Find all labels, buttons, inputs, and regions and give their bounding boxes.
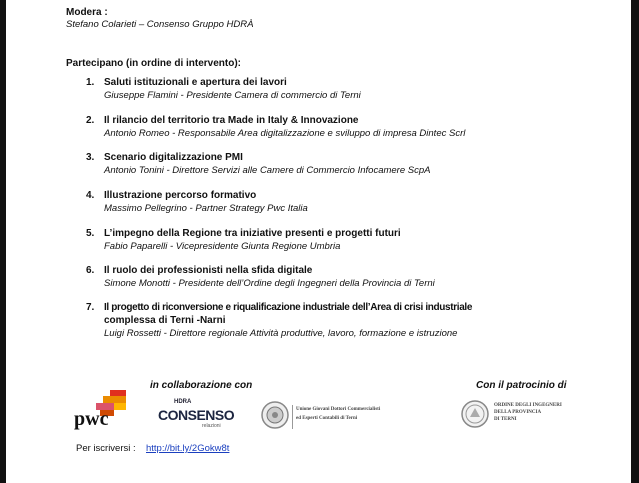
item-number: 5.	[86, 228, 95, 239]
document-page	[6, 0, 631, 483]
item-speaker: Antonio Tonini - Direttore Servizi alle Camere di Commercio Infocamere ScpA	[104, 165, 431, 176]
item-number: 3.	[86, 152, 95, 163]
item-speaker: Simone Monotti - Presidente dell’Ordine degli Ingegneri della Provincia di Terni	[104, 278, 435, 289]
item-title-continued: complessa di Terni -Narni	[104, 315, 226, 326]
item-title: Saluti istituzionali e apertura dei lavori	[104, 77, 287, 88]
ugdc-line1: Unione Giovani Dottori Commercialisti	[296, 407, 381, 412]
ugdc-line2: ed Esperti Contabili di Terni	[296, 416, 358, 421]
ugdc-logo	[258, 399, 398, 433]
ugdc-emblem-icon	[260, 400, 290, 430]
item-speaker: Massimo Pellegrino - Partner Strategy Pwc Italia	[104, 203, 308, 214]
signup-link[interactable]: http://bit.ly/2Gokw8t	[146, 443, 230, 454]
item-title: L’impegno della Regione tra iniziative presenti e progetti futuri	[104, 228, 401, 239]
signup-label: Per iscriversi :	[76, 443, 136, 454]
ingegneri-line1: ORDINE DEGLI INGEGNERI	[494, 403, 562, 408]
consenso-sub-text: relazioni	[202, 423, 221, 429]
consenso-main-text: CONSENSO	[158, 407, 235, 423]
item-speaker: Luigi Rossetti - Direttore regionale Attività produttive, lavoro, formazione e istruzione	[104, 328, 458, 339]
ingegneri-logo	[458, 398, 578, 432]
item-number: 6.	[86, 265, 95, 276]
right-border	[631, 0, 639, 483]
item-title: Il rilancio del territorio tra Made in Italy & Innovazione	[104, 115, 359, 126]
item-title: Scenario digitalizzazione PMI	[104, 152, 243, 163]
item-speaker: Giuseppe Flamini - Presidente Camera di commercio di Terni	[104, 90, 361, 101]
ingegneri-emblem-icon	[460, 399, 490, 429]
item-title: Il ruolo dei professionisti nella sfida digitale	[104, 265, 313, 276]
patronage-label: Con il patrocinio di	[476, 380, 567, 391]
ingegneri-line2: DELLA PROVINCIA	[494, 410, 542, 415]
moderator-name: Stefano Colarieti – Consenso Gruppo HDRÀ	[66, 19, 254, 30]
item-number: 7.	[86, 302, 95, 313]
collaboration-label: in collaborazione con	[150, 380, 253, 391]
moderator-label: Modera :	[66, 7, 108, 18]
consenso-logo	[148, 399, 238, 431]
item-title: Il progetto di riconversione e riqualificazione industriale dell’Area di crisi industriale	[104, 302, 473, 313]
consenso-top-text: HDRA	[174, 399, 192, 405]
pwc-logo	[70, 390, 130, 432]
item-number: 1.	[86, 77, 95, 88]
ingegneri-line3: DI TERNI	[494, 417, 517, 422]
item-number: 2.	[86, 115, 95, 126]
pwc-logo-text: pwc	[74, 408, 109, 430]
item-number: 4.	[86, 190, 95, 201]
speakers-heading: Partecipano (in ordine di intervento):	[66, 58, 242, 69]
item-speaker: Fabio Paparelli - Vicepresidente Giunta Regione Umbria	[104, 241, 341, 252]
item-speaker: Antonio Romeo - Responsabile Area digitalizzazione e sviluppo di impresa Dintec Scrl	[104, 128, 466, 139]
item-title: Illustrazione percorso formativo	[104, 190, 257, 201]
